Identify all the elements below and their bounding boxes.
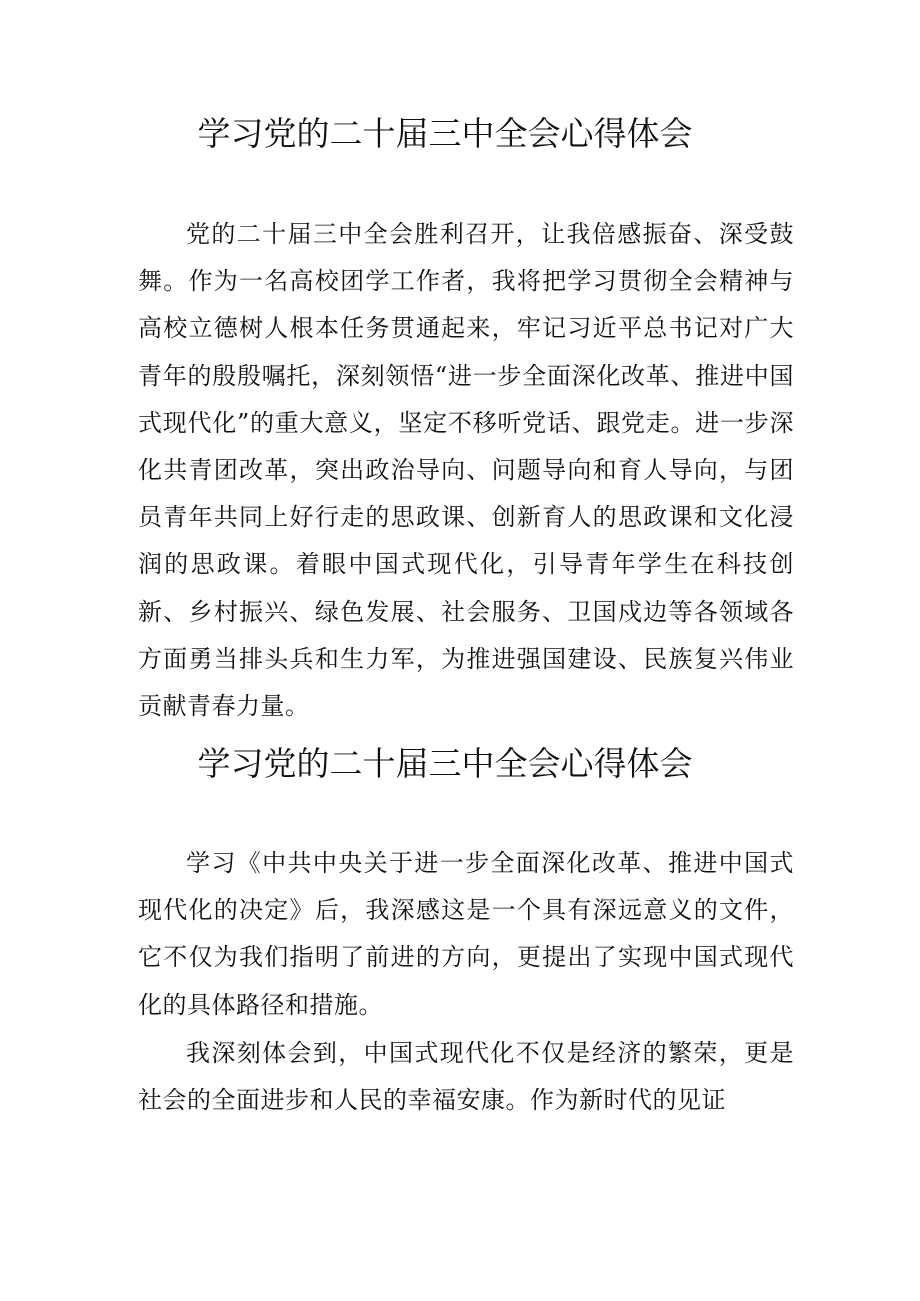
section-2-title: 学习党的二十届三中全会心得体会 <box>197 744 693 783</box>
section-2-paragraph-1: 学习《中共中央关于进一步全面深化改革、推进中国式现代化的决定》后，我深感这是一个具有深远意义的文件，它不仅为我们指明了前进的方向，更提出了实现中国式现代化的具体路径和措施。 <box>138 849 794 1019</box>
section-2-paragraph-2: 我深刻体会到，中国式现代化不仅是经济的繁荣，更是社会的全面进步和人民的幸福安康。作为新时代的见证 <box>138 1039 794 1115</box>
section-1-paragraph-1: 党的二十届三中全会胜利召开，让我倍感振奋、深受鼓舞。作为一名高校团学工作者，我将把学习贯彻全会精神与高校立德树人根本任务贯通起来，牢记习近平总书记对广大青年的殷殷嘱托，深刻领悟“进一步全面深化改革、推进中国式现代化”的重大意义，坚定不移听党话、跟党走。进一步深化共青团改革，突出政治导向、问题导向和育人导向，与团员青年共同上好行走的思政课、创新育人的思政课和文化浸润的思政课。着眼中国式现代化，引导青年学生在科技创新、乡村振兴、绿色发展、社会服务、卫国戍边等各领域各方面勇当排头兵和生力军，为推进强国建设、民族复兴伟业贡献青春力量。 <box>138 220 794 721</box>
section-1-title: 学习党的二十届三中全会心得体会 <box>197 114 693 153</box>
